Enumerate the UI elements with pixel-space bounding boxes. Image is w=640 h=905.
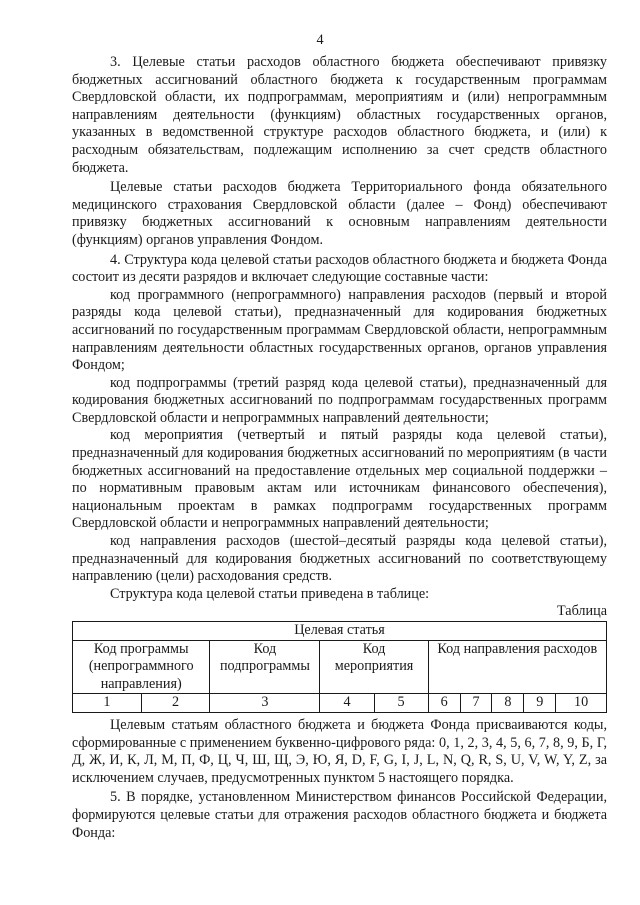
paragraph-5: 5. В порядке, установленном Министерством финансов Российской Федерации, формируются целевые статьи для отражения расходов областного бюджета и бюджета Фонда:: [72, 789, 607, 841]
paragraph-4: 4. Структура кода целевой статьи расходов областного бюджета и бюджета Фонда состоит из десяти разрядов и включает следующие составные части:: [72, 251, 607, 286]
group-program-code: Код программы (непрограммного направления): [73, 640, 210, 694]
digit-cell: 9: [524, 694, 556, 713]
table-group-row: [73, 640, 607, 694]
document-body: [72, 54, 607, 842]
table-header-row: [73, 622, 607, 641]
paragraph-3: 3. Целевые статьи расходов областного бюджета обеспечивают привязку бюджетных ассигнований областного бюджета к государственным программам Свердловской области, их подпрограммам, мероприятиям и (или) непрограммным направлениям деятельности (функциям) областных государственных органов, указанных в ведомственной структуре расходов областного бюджета, и (или) к расходным обязательствам, подлежащим исполнению за счет средств областного бюджета.: [72, 54, 607, 176]
digit-cell: 7: [460, 694, 492, 713]
group-subprogram-code: Код подпрограммы: [210, 640, 320, 694]
digit-cell: 1: [73, 694, 142, 713]
list-item-program-code: код программного (непрограммного) направления расходов (первый и второй разряды кода целевой статьи), предназначенный для кодирования бюджетных ассигнований по государственным программам Свердловской области, непрограммным направлениям деятельности областных государственных органов, органов управления Фондом;: [72, 286, 607, 374]
group-direction-code: Код направления расходов: [428, 640, 606, 694]
digit-cell: 2: [141, 694, 210, 713]
code-structure-table: [72, 621, 607, 713]
paragraph-codes-alphabet: Целевым статьям областного бюджета и бюджета Фонда присваиваются коды, сформированные с применением буквенно-цифрового ряда: 0, 1, 2, 3, 4, 5, 6, 7, 8, 9, Б, Г, Д, Ж, И, К, Л, М, П, Ф, Ц, Ч, Ш, Щ, Э, Ю, Я, D, F, G, I, J, L, N, Q, R, S, U, V, W, Y, Z, за исключением случаев, предусмотренных пунктом 5 настоящего порядка.: [72, 716, 607, 786]
digit-cell: 3: [210, 694, 320, 713]
digit-cell: 6: [428, 694, 460, 713]
digit-cell: 10: [556, 694, 607, 713]
paragraph-fund-articles: Целевые статьи расходов бюджета Территориального фонда обязательного медицинского страхования Свердловской области (далее – Фонд) обеспечивают привязку бюджетных ассигнований к основным направлениям деятельности (функциям) органов управления Фондом.: [72, 179, 607, 248]
digit-cell: 8: [492, 694, 524, 713]
table-header-cell: Целевая статья: [73, 622, 607, 641]
list-item-subprogram-code: код подпрограммы (третий разряд кода целевой статьи), предназначенный для кодирования бюджетных ассигнований по подпрограммам государственных программ Свердловской области и непрограммных направлений деятельности;: [72, 374, 607, 426]
list-item-activity-code: код мероприятия (четвертый и пятый разряды кода целевой статьи), предназначенный для кодирования бюджетных ассигнований по мероприятиям (в части бюджетных ассигнований на предоставление отдельных мер социальной поддержки – по нормативным правовым актам или источникам финансового обеспечения), национальным проектам в рамках подпрограмм государственных программ Свердловской области и непрограммных направлений деятельности;: [72, 427, 607, 532]
list-item-direction-code: код направления расходов (шестой–десятый разряды кода целевой статьи), предназначенный для кодирования бюджетных ассигнований по соответствующему направлению (цели) расходования средств.: [72, 533, 607, 585]
paragraph-table-intro: Структура кода целевой статьи приведена в таблице:: [110, 585, 430, 602]
digit-cell: 4: [320, 694, 374, 713]
group-activity-code: Код мероприятия: [320, 640, 428, 694]
page-number: 4: [316, 32, 324, 48]
table-caption: Таблица: [556, 603, 607, 620]
table-digits-row: [73, 694, 607, 713]
digit-cell: 5: [374, 694, 428, 713]
